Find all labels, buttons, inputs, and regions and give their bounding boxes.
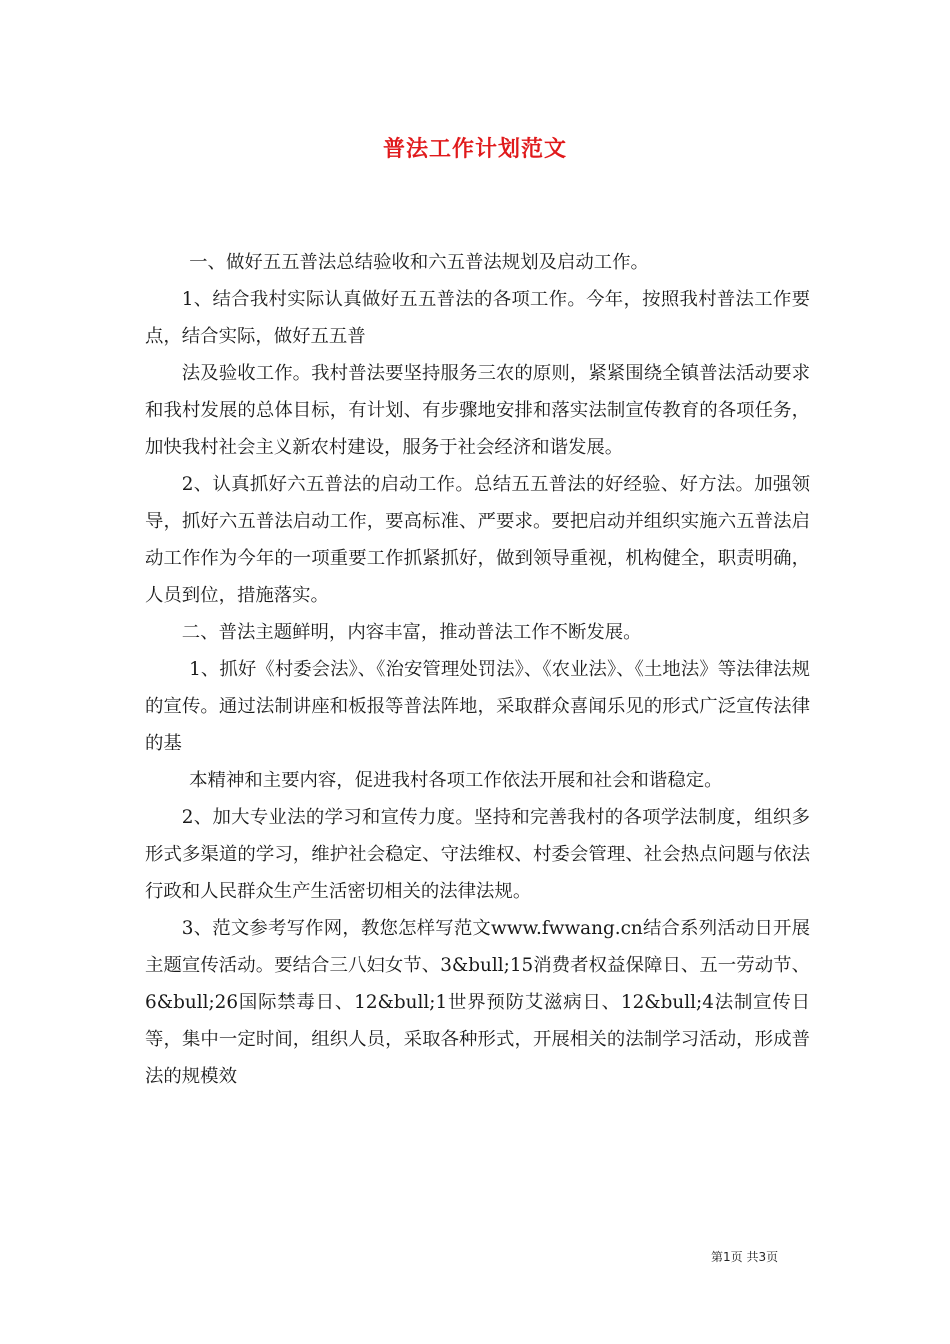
paragraph-2-2: 2、加大专业法的学习和宣传力度。坚持和完善我村的各项学法制度，组织多形式多渠道的学习，维护社会稳定、守法维权、村委会管理、社会热点问题与依法行政和人民群众生产生活密切相关的法律法规。 — [145, 807, 810, 902]
paragraph-2-1-cont: 本精神和主要内容，促进我村各项工作依法开展和社会和谐稳定。 — [189, 770, 723, 791]
paragraph-2-3: 3、范文参考写作网，教您怎样写范文www.fwwang.cn结合系列活动日开展主题宣传活动。要结合三八妇女节、3&bull;15消费者权益保障日、五一劳动节、6&bull;26国际禁毒日、12&bull;1世界预防艾滋病日、12&bull;4法制宣传日等，集中一定时间，组织人员，采取各种形式，开展相关的法制学习活动，形成普法的规模效 — [145, 918, 810, 1087]
paragraph-1-2: 2、认真抓好六五普法的启动工作。总结五五普法的好经验、好方法。加强领导，抓好六五普法启动工作，要高标准、严要求。要把启动并组织实施六五普法启动工作作为今年的一项重要工作抓紧抓好，做到领导重视，机构健全，职责明确，人员到位，措施落实。 — [145, 474, 810, 606]
paragraph-section-2-heading: 二、普法主题鲜明，内容丰富，推动普法工作不断发展。 — [181, 622, 642, 643]
paragraph-1-1: 1、结合我村实际认真做好五五普法的各项工作。今年，按照我村普法工作要点，结合实际，做好五五普 — [145, 289, 810, 347]
paragraph-section-1-heading: 一、做好五五普法总结验收和六五普法规划及启动工作。 — [189, 252, 649, 273]
page-number: 第1页 共3页 — [711, 1250, 779, 1264]
paragraph-2-1: 1、抓好《村委会法》、《治安管理处罚法》、《农业法》、《土地法》等法律法规的宣传。通过法制讲座和板报等普法阵地，采取群众喜闻乐见的形式广泛宣传法律的基 — [145, 659, 810, 754]
document-title: 普法工作计划范文 — [382, 136, 567, 162]
document-body — [145, 244, 810, 1095]
paragraph-1-1-cont: 法及验收工作。我村普法要坚持服务三农的原则，紧紧围绕全镇普法活动要求和我村发展的总体目标，有计划、有步骤地安排和落实法制宣传教育的各项任务，加快我村社会主义新农村建设，服务于社会经济和谐发展。 — [145, 363, 810, 458]
